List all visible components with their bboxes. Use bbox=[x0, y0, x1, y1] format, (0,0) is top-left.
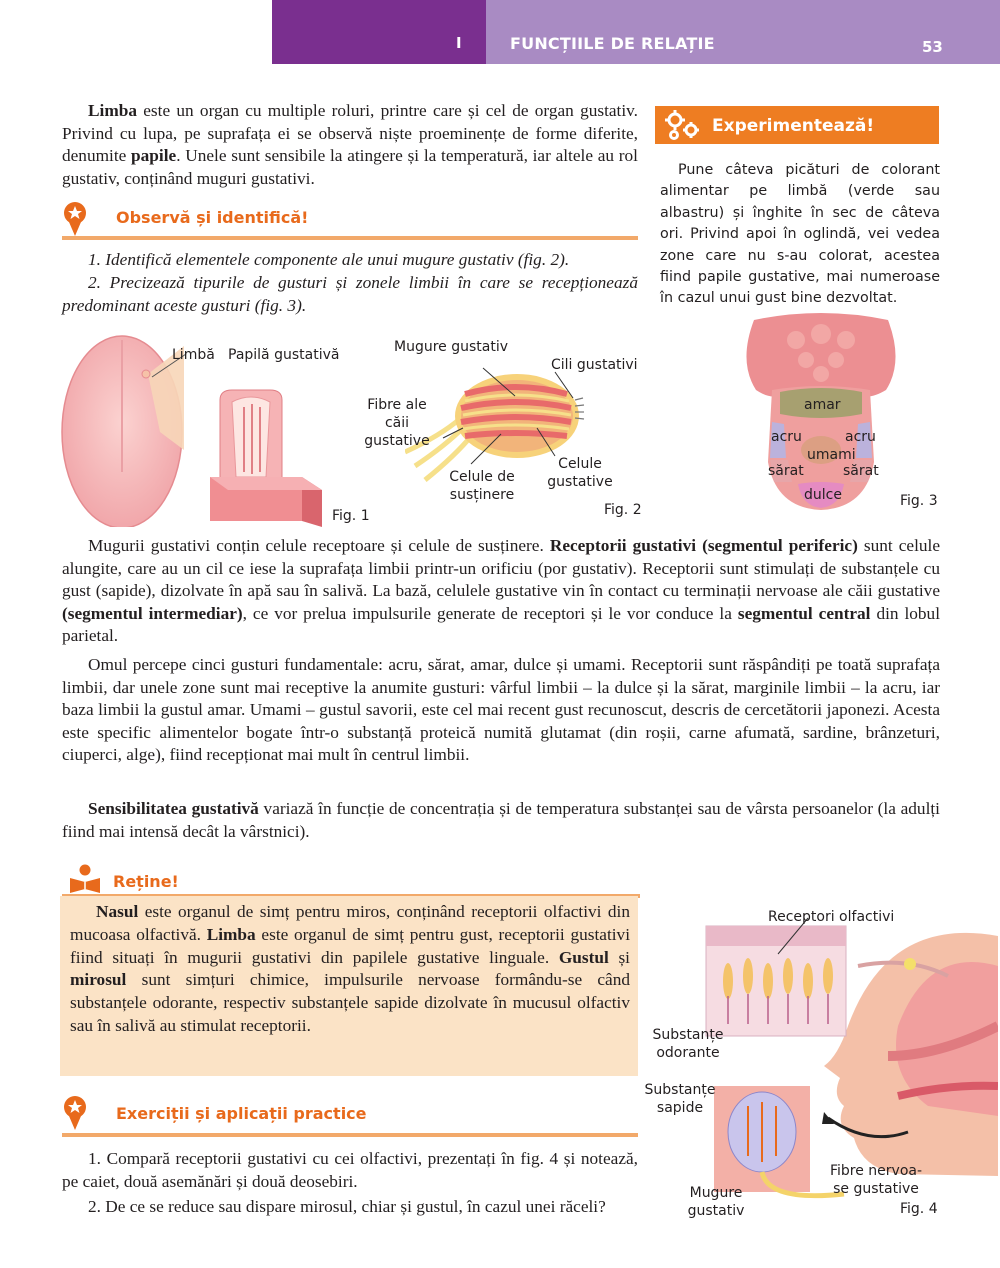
fig4-label-sapide: Substanțe sapide bbox=[644, 1082, 716, 1116]
body-paragraph-1: Mugurii gustativi conțin celule receptoare și celule de susținere. Receptorii gustativi (segmentul periferic) sunt celule alungite, care au un cil ce iese la suprafața limbii printr-un orificiu (por gustativ). Receptorii sunt stimulați de substanțele cu gust (sapide), dizolvate în apă sau în salivă. La bază, celulele gustative vin în contact cu terminații nervoase ale căii gustative (segmentul intermediar), ce vor prelua impulsurile generate de receptori și le vor conduce la segmentul central din lobul parietal. bbox=[62, 536, 941, 646]
fig3-label-sarat-right: sărat bbox=[843, 463, 879, 479]
figure-4 bbox=[648, 906, 998, 1226]
observa-item-1: 1. Identifică elementele componente ale unui mugure gustativ (fig. 2). bbox=[88, 250, 570, 269]
fig2-label-mugure: Mugure gustativ bbox=[394, 339, 509, 355]
exercitii-title: Exerciții și aplicații practice bbox=[116, 1104, 367, 1123]
experiment-title: Experimentează! bbox=[712, 116, 875, 136]
exercitii-icon bbox=[62, 1094, 88, 1132]
body-paragraph-3: Sensibilitatea gustativă variază în funcție de concentrația și de temperatura substanței sau de vârsta persoanelor (la adulți fiind mai intensă decât la vârstnici). bbox=[62, 799, 940, 841]
fig4-label-odorante: Substanțe odorante bbox=[652, 1027, 724, 1061]
gear-icon bbox=[663, 108, 703, 147]
fig3-label-sarat-left: sărat bbox=[768, 463, 804, 479]
fig1-label-papila: Papilă gustativă bbox=[228, 347, 340, 363]
fig4-label-receptori: Receptori olfactivi bbox=[768, 909, 895, 925]
header-band-dark bbox=[272, 0, 486, 64]
fig2-label-cili: Cili gustativi bbox=[551, 357, 638, 373]
fig3-label-umami: umami bbox=[807, 447, 856, 463]
fig4-label-fibre: Fibre nervoa- se gustative bbox=[829, 1163, 923, 1197]
fig2-label-fibre: Fibre ale căii gustative bbox=[364, 397, 430, 449]
chapter-number: I bbox=[456, 34, 462, 52]
fig2-caption: Fig. 2 bbox=[604, 502, 642, 518]
fig3-label-dulce: dulce bbox=[804, 487, 842, 503]
intro-paragraph: Limba este un organ cu multiple roluri, printre care și cel de organ gustativ. Privind cu lupa, pe suprafața ei se observă niște proeminențe de forme diferite, denumite papile. Unele sunt sensibile la atingere și la temperatură, iar altele au rol gustativ, conținând muguri gustativi. bbox=[62, 101, 638, 188]
body-paragraph-2: Omul percepe cinci gusturi fundamentale: acru, sărat, amar, dulce și umami. Receptorii sunt răspândiți pe toată suprafața limbii, dar unele zone sunt mai receptive la anumite gusturi: vârful limbii – la dulce și la sărat, marginile limbii – la acru, iar baza limbii la gustul amar. Umami – gustul savorii, este cel mai recent gust recunoscut, descris de cercetătorii japonezi. Acesta este specific alimentelor bogate într-o substanță proteică numită glutamat (din roșii, carne afumată, sardine, brânzeturi, ciuperci, alge), fiind recepționat mai mult în centrul limbii. bbox=[62, 655, 940, 765]
fig1-caption: Fig. 1 bbox=[332, 508, 370, 524]
fig2-label-sustinere: Celule de susținere bbox=[449, 469, 515, 503]
exercitii-item-2: 2. De ce se reduce sau dispare mirosul, chiar și gustul, în cazul unei răceli? bbox=[88, 1197, 606, 1216]
fig3-label-acru-left: acru bbox=[771, 429, 802, 445]
observa-divider bbox=[62, 236, 638, 240]
chapter-title: FUNCȚIILE DE RELAȚIE bbox=[510, 34, 715, 53]
observa-icon bbox=[62, 200, 88, 238]
fig1-label-limba: Limbă bbox=[172, 347, 215, 363]
fig4-caption: Fig. 4 bbox=[900, 1201, 938, 1217]
observa-title: Observă și identifică! bbox=[116, 208, 309, 227]
fig2-label-celule: Celule gustative bbox=[547, 456, 613, 490]
exercitii-item-1: 1. Compară receptorii gustativi cu cei olfactivi, prezentați în fig. 4 și notează, pe caiet, două asemănări și două deosebiri. bbox=[62, 1149, 638, 1191]
fig3-label-amar: amar bbox=[804, 397, 841, 413]
fig4-label-mugure: Mugure gustativ bbox=[687, 1185, 745, 1219]
exercitii-divider bbox=[62, 1133, 638, 1137]
experiment-text: Pune câteva picături de colorant alimentar pe limbă (verde sau albastru) și înghite în sec de câteva ori. Privind apoi în oglindă, vei vedea zone care nu s-au colorat, acestea fiind papile gustative, mai numeroase în cazul unui gust bine dezvoltat. bbox=[660, 162, 940, 307]
fig3-label-acru-right: acru bbox=[845, 429, 876, 445]
page-number: 53 bbox=[922, 38, 943, 56]
retine-title: Reține! bbox=[113, 872, 179, 891]
retine-text: Nasul este organul de simț pentru miros, conținând receptorii olfactivi din mucoasa olfactivă. Limba este organul de simț pentru gust, receptorii gustativi fiind situați în mugurii gustativi din papilele gustative linguale. Gustul și mirosul sunt simțuri chimice, impulsurile nervoase formându-se când substanțele odorante, respectiv substanțele sapide dizolvate în mucusul olfactiv sau în salivă au stimulat receptorii. bbox=[70, 902, 630, 1035]
fig3-caption: Fig. 3 bbox=[900, 493, 938, 509]
observa-item-2: 2. Precizează tipurile de gusturi și zonele limbii în care se recepționează predominant aceste gusturi (fig. 3). bbox=[62, 273, 638, 315]
